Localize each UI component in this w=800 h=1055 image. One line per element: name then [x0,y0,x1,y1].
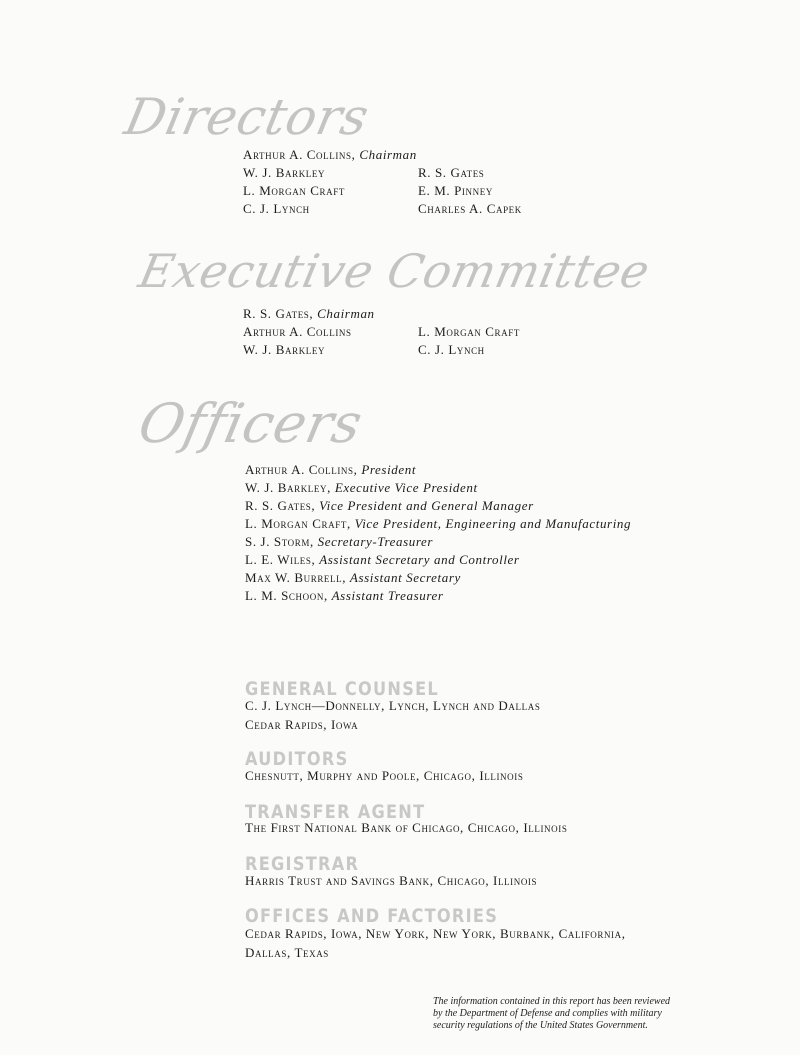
committee-chairman-row: R. S. Gates, Chairman [243,306,375,321]
person-name: W. J. Barkley [243,342,326,357]
directors-script-title: Directors [119,88,375,146]
directors-row [243,164,522,182]
person-name: L. Morgan Craft [245,516,347,531]
person-role: President [361,462,417,477]
directors-block [243,146,522,218]
person-name: L. Morgan Craft [418,324,520,339]
directors-chairman-row: Arthur A. Collins, Chairman [243,147,417,162]
general-counsel-heading: GENERAL COUNSEL [245,678,439,700]
officer-row: S. J. Storm, Secretary-Treasurer [245,534,434,549]
registrar-line: Harris Trust and Savings Bank, Chicago, Illinois [245,873,538,888]
person-name: L. Morgan Craft [243,183,345,198]
person-name: Arthur A. Collins [243,324,352,339]
transfer-agent-line: The First National Bank of Chicago, Chicago, Illinois [245,820,568,835]
security-footnote [433,996,773,1032]
directors-row [243,200,522,218]
officer-row: Arthur A. Collins, President [245,462,417,477]
person-role: Vice President, Engineering and Manufacturing [354,516,632,531]
footnote-line: by the Department of Defense and complies with military [433,1008,662,1019]
person-role: Executive Vice President [334,480,478,495]
footnote-line: security regulations of the United States Government. [433,1020,648,1031]
transfer-agent-heading: TRANSFER AGENT [245,801,426,823]
person-name: S. J. Storm [245,534,310,549]
person-role: Assistant Secretary [349,570,461,585]
officers-block [245,461,631,605]
officer-row: L. E. Wiles, Assistant Secretary and Controller [245,552,520,567]
auditors-heading: AUDITORS [245,748,349,770]
person-name: C. J. Lynch [418,342,485,357]
person-role: Chairman [359,147,417,162]
person-name: R. S. Gates [245,498,312,513]
offices-line: Dallas, Texas [245,945,329,960]
officers-script-title: Officers [133,392,368,455]
person-name: R. S. Gates [243,306,310,321]
general-counsel-line: C. J. Lynch—Donnelly, Lynch, Lynch and Dallas [245,698,541,713]
offices-line: Cedar Rapids, Iowa, New York, New York, Burbank, California, [245,926,626,941]
executive-committee-block [243,305,520,359]
person-name: R. S. Gates [418,165,485,180]
person-role: Chairman [317,306,375,321]
offices-heading: OFFICES AND FACTORIES [245,905,499,927]
person-name: Max W. Burrell [245,570,343,585]
person-name: Charles A. Capek [418,201,522,216]
committee-row [243,341,520,359]
officer-row: W. J. Barkley, Executive Vice President [245,480,478,495]
executive-committee-script-title: Executive Committee [134,244,655,298]
person-role: Assistant Secretary and Controller [319,552,520,567]
officer-row: Max W. Burrell, Assistant Secretary [245,570,461,585]
person-name: Arthur A. Collins [243,147,352,162]
officer-row: L. Morgan Craft, Vice President, Engineering and Manufacturing [245,516,632,531]
person-name: C. J. Lynch [243,201,310,216]
directors-row [243,182,522,200]
registrar-heading: REGISTRAR [245,853,360,875]
person-name: W. J. Barkley [245,480,328,495]
person-role: Assistant Treasurer [331,588,444,603]
person-name: Arthur A. Collins [245,462,354,477]
person-role: Vice President and General Manager [319,498,534,513]
officer-row: R. S. Gates, Vice President and General Manager [245,498,534,513]
footnote-line: The information contained in this report has been reviewed [433,996,671,1007]
general-counsel-line: Cedar Rapids, Iowa [245,717,359,732]
auditors-line: Chesnutt, Murphy and Poole, Chicago, Illinois [245,768,524,783]
person-name: W. J. Barkley [243,165,326,180]
person-role: Secretary-Treasurer [317,534,434,549]
officer-row: L. M. Schoon, Assistant Treasurer [245,588,444,603]
person-name: L. E. Wiles [245,552,312,567]
committee-row [243,323,520,341]
person-name: E. M. Pinney [418,183,493,198]
person-name: L. M. Schoon [245,588,324,603]
